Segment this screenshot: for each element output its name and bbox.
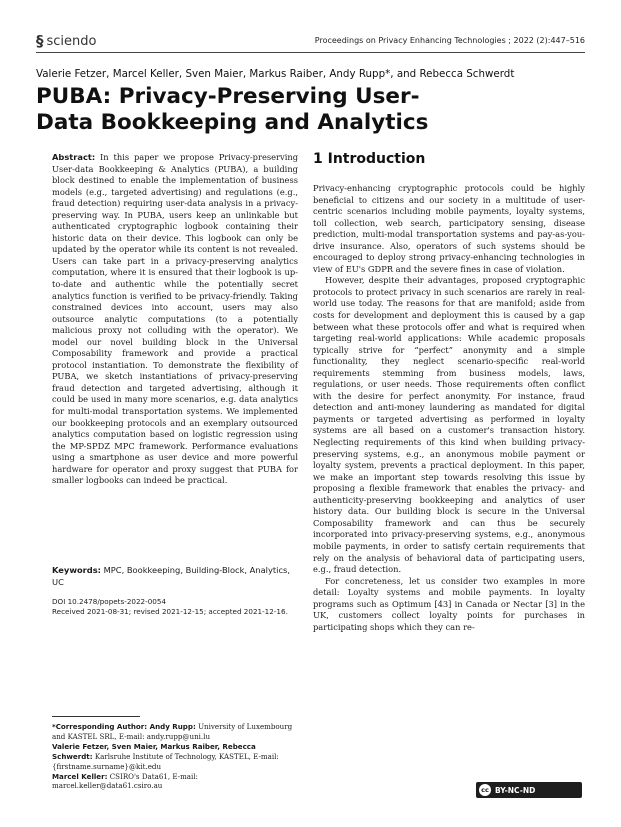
abstract-text: In this paper we propose Privacy-preserving User-data Bookkeeping & Analytics (PUBA), a building block destined to enable the implementation of business models (e.g., targeted advertising) and regulations (e.g., fraud detection) requiring user-data analysis in a privacy-preserving way. In PUBA, users keep an unlinkable but authenticated cryptographic logbook containing their historic data on their device. This logbook can only be updated by the operator while its content is not revealed. Users can take part in a privacy-preserving analytics computation, where it is ensured that their logbook is up-to-date and authentic while the potentially secret analytics function is verified to be privacy-friendly. Taking constrained devices into account, users may also outsource analytic computations (to a potentially malicious proxy not colluding with the operator). We model our novel building block in the Universal Composability framework and provide a practical protocol instantiation. To demonstrate the flexibility of PUBA, we sketch instantiations of privacy-preserving fraud detection and targeted advertising, although it could be used in many more scenarios, e.g. data analytics for multi-modal transportation systems. We implemented our bookkeeping protocols and an exemplary outsourced analytics computation based on logistic regression using the MP-SPDZ MPC framework. Performance evaluations using a smartphone as user device and more powerful hardware for operator and proxy suggest that PUBA for smaller logbooks can indeed be practical. (52, 152, 299, 486)
introduction-body (313, 183, 585, 633)
creative-commons-icon: cc (479, 784, 491, 796)
keywords-label: Keywords: (52, 565, 101, 575)
intro-paragraph-3: For concreteness, let us consider two examples in more detail: Loyalty systems and mobile payments. In loyalty programs such as Optimum [43] in Canada or Nectar [3] in the UK, customers collect loyalty points for purchases in participating shops which they can re- (313, 575, 585, 632)
doi: DOI 10.2478/popets-2022-0054 (52, 597, 167, 606)
intro-paragraph-2: However, despite their advantages, proposed cryptographic protocols to protect privacy in such scenarios are rarely in real-world use today. The reasons for that are manifold; aside from costs for development and deployment this is caused by a gap between what these protocols offer and what is required when targeting real-world applications: While academic proposals typically strive for “perfect” anonymity and a simple functionality, they neglect scenario-specific real-world requirements stemming from business models, laws, regulations, or user needs. Those requirements often conflict with the desire for perfect anonymity. For instance, fraud detection and anti-money laundering as mandated for digital payments or targeted advertising as performed in loyalty systems are all based on a customer's transaction history. Neglecting requirements of this kind when building privacy-preserving systems, e.g., an anonymous mobile payment or loyalty system, prevents a practical deployment. In this paper, we make an important step towards resolving this issue by proposing a flexible framework that enables the privacy- and authenticity-preserving bookkeeping and analytics of user history data. Our building block is secure in the Universal Composability framework and can thus be securely incorporated into privacy-preserving systems, e.g., anonymous mobile payments, in order to satisfy certain requirements that rely on the analysis of behavioral data of participating users, e.g., fraud detection. (313, 275, 585, 575)
received-dates: Received 2021-08-31; revised 2021-12-15; accepted 2021-12-16. (52, 607, 288, 617)
keller-text: CSIRO's Data61, E-mail: marcel.keller@data61.csiro.au (52, 771, 198, 791)
footnote-rule (52, 716, 140, 717)
kit-authors-label: Valerie Fetzer, Sven Maier, Markus Raiber, Rebecca Schwerdt: (52, 741, 256, 761)
publisher-logo (36, 32, 96, 50)
abstract-label: Abstract: (52, 152, 96, 162)
paper-title: PUBA: Privacy-Preserving User-Data Bookkeeping and Analytics (36, 84, 429, 135)
section-heading: 1 Introduction (313, 151, 426, 167)
author-list: Valerie Fetzer, Marcel Keller, Sven Maier, Markus Raiber, Andy Rupp*, and Rebecca Schwerdt (36, 68, 515, 80)
license-label: BY-NC-ND (495, 785, 536, 795)
author-footnote (52, 722, 298, 791)
header-rule (36, 52, 585, 53)
sciendo-logo-icon: § (36, 32, 44, 50)
corresponding-author-text: University of Luxembourg and KASTEL SRL, E-mail: andy.rupp@uni.lu (52, 722, 293, 741)
kit-authors-text: Karlsruhe Institute of Technology, KASTEL, E-mail: {firstname.surname}@kit.edu (52, 751, 279, 771)
corresponding-author-label: *Corresponding Author: Andy Rupp: (52, 722, 196, 731)
article-metadata (52, 597, 312, 618)
journal-reference: Proceedings on Privacy Enhancing Technologies ; 2022 (2):447–516 (314, 36, 585, 45)
intro-paragraph-1: Privacy-enhancing cryptographic protocols could be highly beneficial to citizens and our society in a multitude of user-centric scenarios including mobile payments, loyalty systems, toll collection, web search, participatory sensing, disease prediction, multi-modal transportation systems and pay-as-you-drive insurance. Also, operators of such systems should be encouraged to deploy strong privacy-enhancing technologies in view of EU's GDPR and the severe fines in case of violation. (313, 183, 585, 274)
keywords (52, 565, 298, 588)
publisher-name: sciendo (46, 33, 97, 49)
keywords-text: MPC, Bookkeeping, Building-Block, Analytics, UC (52, 565, 290, 587)
license-badge[interactable] (476, 782, 582, 798)
abstract (52, 152, 298, 487)
keller-label: Marcel Keller: (52, 771, 108, 781)
